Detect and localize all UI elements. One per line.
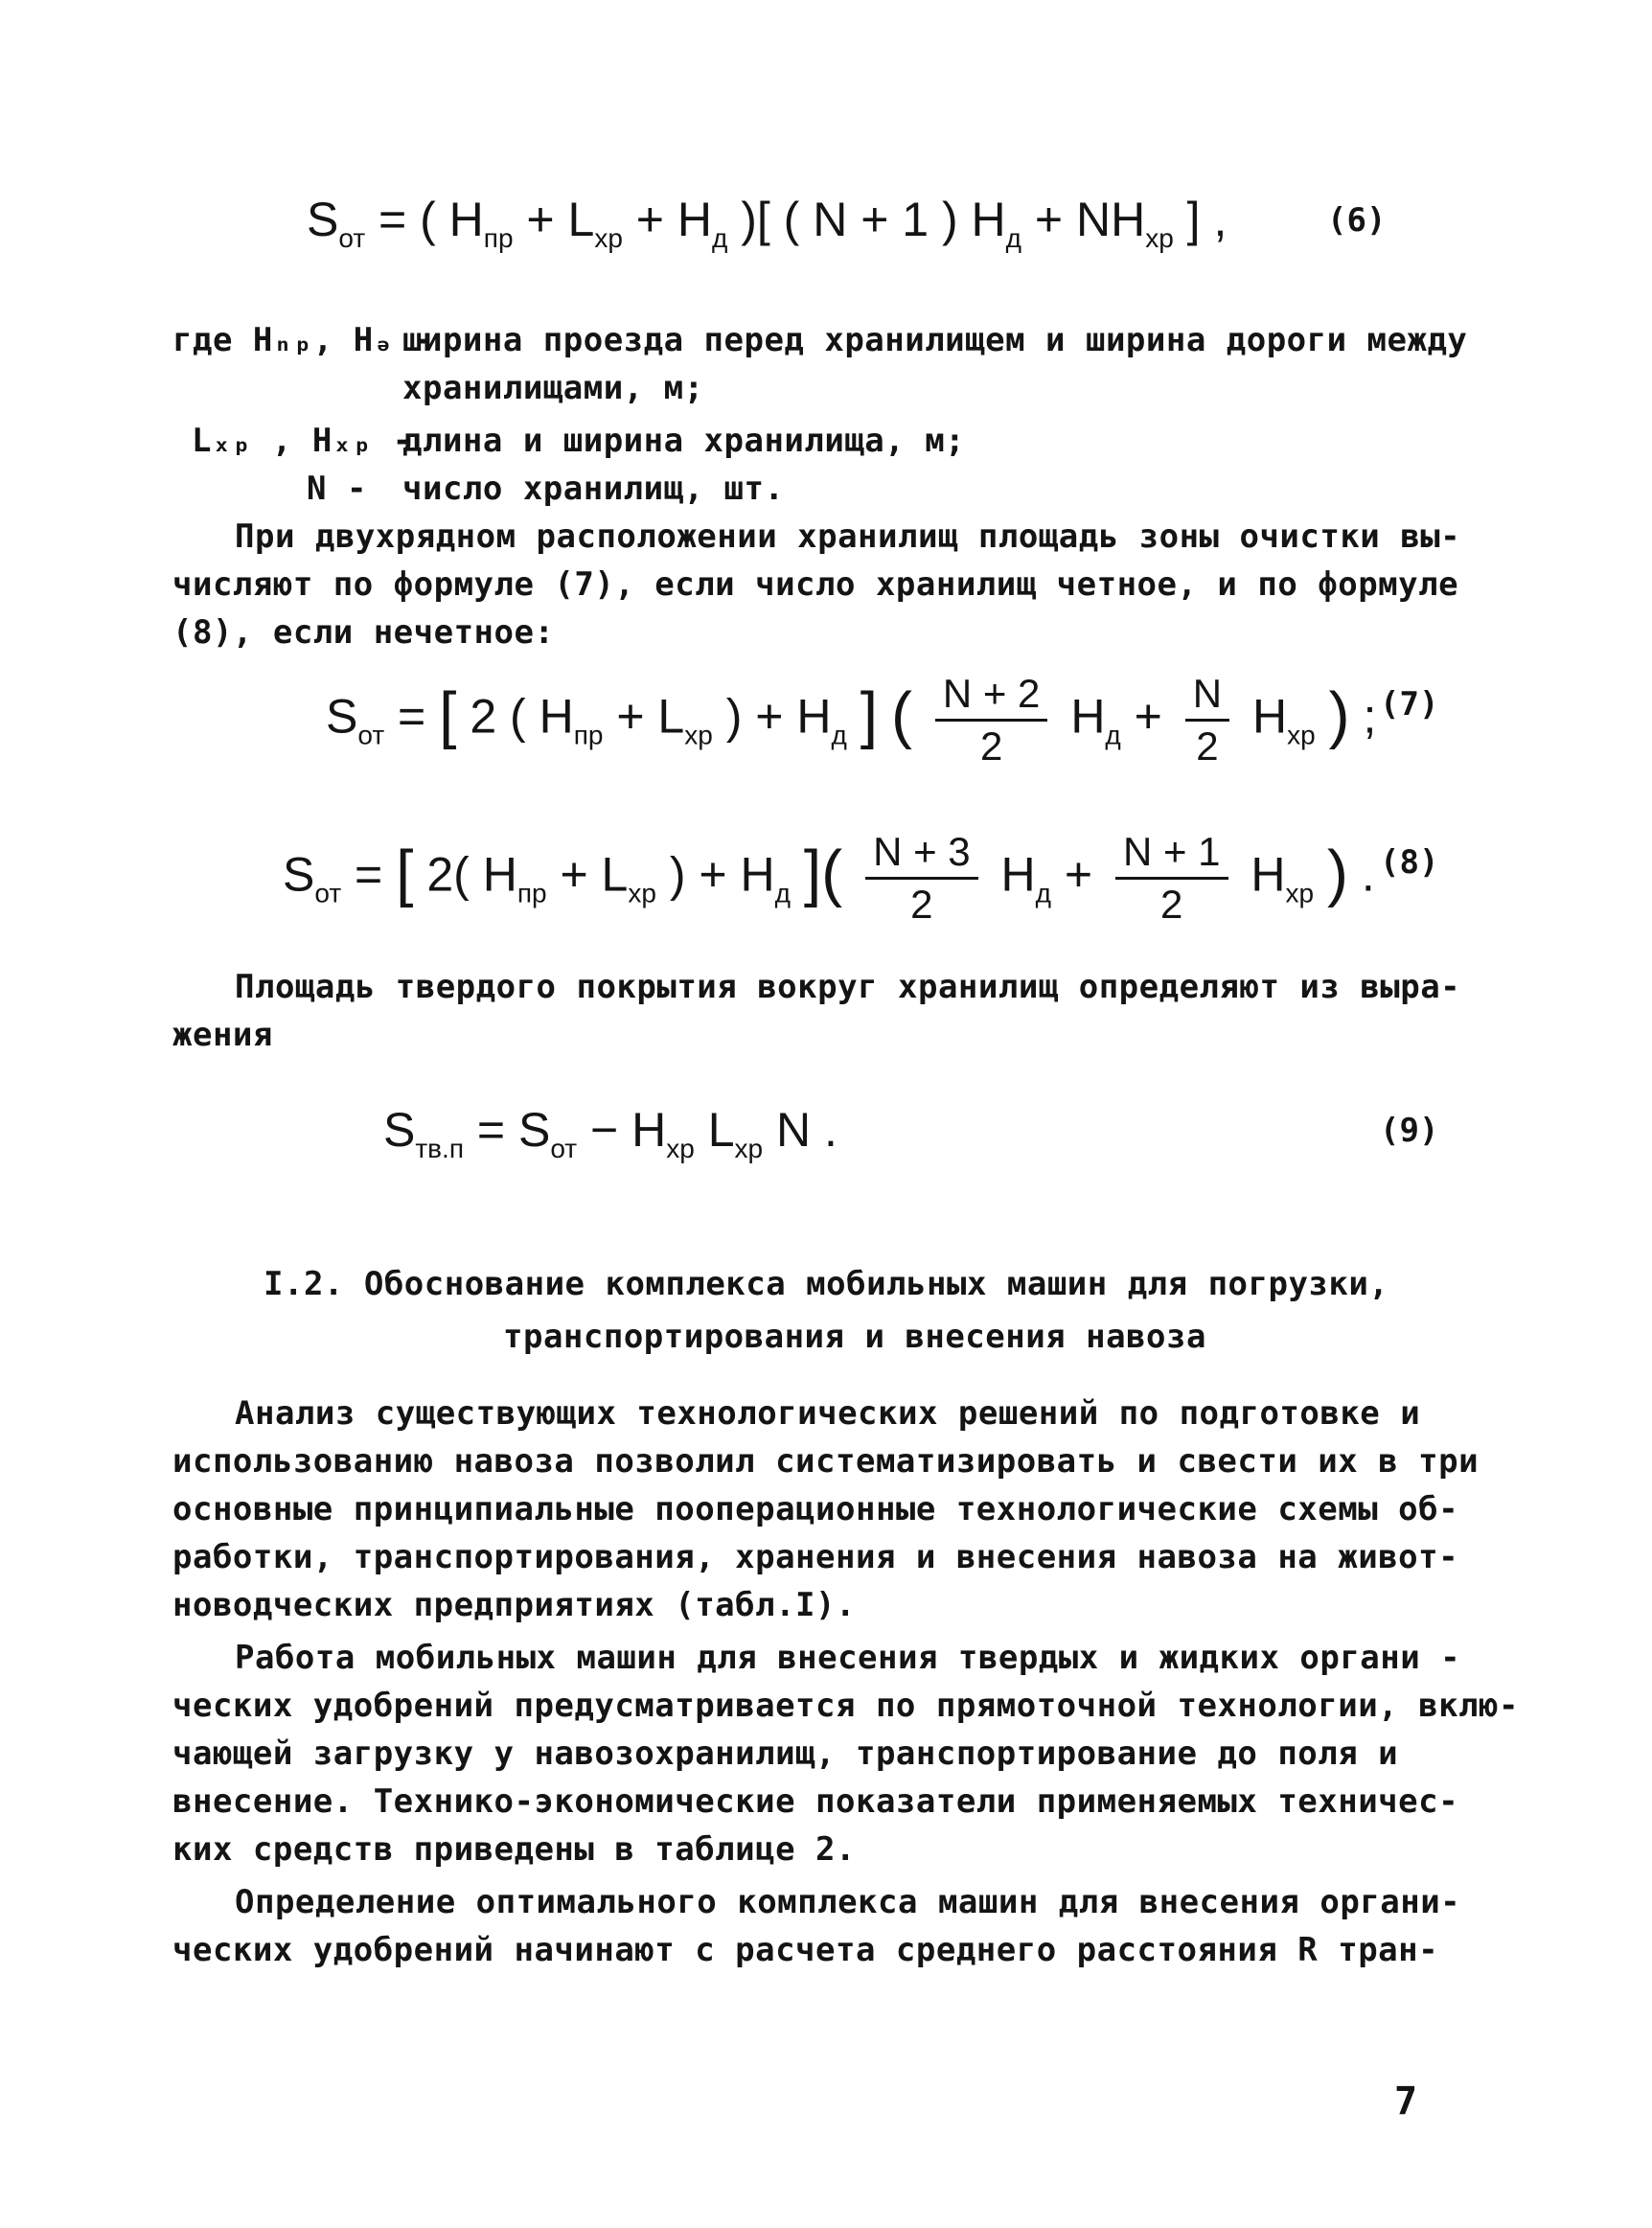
formula-9: $S_{тв.п} = S_{от} - H_{хр}$ $L_{хр}$ N . — [383, 1103, 837, 1163]
p3-line-2: использованию навоза позволил систематизировать и свести их в три — [172, 1442, 1480, 1481]
formula-6: $S_{от}$ = ( $H_{пр} + L_{хр} + H_д$ )[ ( N + 1 ) $H_д + NH_{хр}$ ] , — [307, 193, 1228, 253]
p4-line-1: Работа мобильных машин для внесения твердых и жидких органи - — [235, 1639, 1461, 1677]
p3-line-4: работки, транспортирования, хранения и внесения навоза на живот- — [172, 1538, 1459, 1576]
p4-line-4: внесение. Технико-экономические показатели применяемых техничес- — [172, 1782, 1459, 1821]
p4-line-5: ких средств приведены в таблице 2. — [172, 1830, 856, 1869]
p4-line-2: ческих удобрений предусматривается по прямоточной технологии, вклю- — [172, 1687, 1519, 1725]
p1-line-3: (8), если нечетное: — [172, 613, 555, 652]
def-1-cont: хранилищами, м; — [402, 369, 704, 407]
p2-line-2: жения — [172, 1016, 273, 1054]
formula-6-number: (6) — [1327, 201, 1387, 240]
formula-8-number: (8) — [1380, 843, 1439, 882]
def-3-symbol: N - — [307, 470, 367, 508]
section-heading-line-2: транспортирования и внесения навоза — [503, 1318, 1206, 1356]
p5-line-2: ческих удобрений начинают с расчета среднего расстояния R тран- — [172, 1931, 1439, 1969]
def-1-text: ширина проезда перед хранилищем и ширина дороги между — [402, 321, 1468, 359]
page-number: 7 — [1394, 2079, 1418, 2124]
p4-line-3: чающей загрузку у навозохранилищ, транспортирование до поля и — [172, 1734, 1399, 1773]
def-2-symbol: Lₓₚ , Hₓₚ - — [192, 422, 413, 460]
def-3-text: число хранилищ, шт. — [402, 470, 785, 508]
p3-line-1: Анализ существующих технологических решений по подготовке и — [235, 1394, 1421, 1433]
p3-line-3: основные принципиальные пооперационные технологические схемы об- — [172, 1490, 1459, 1528]
formula-9-number: (9) — [1380, 1112, 1439, 1150]
section-heading-line-1: I.2. Обоснование комплекса мобильных машин для погрузки, — [264, 1265, 1389, 1303]
def-1-symbol: где Hₙₚ, Hₔ - — [172, 321, 434, 359]
formula-8: $S_{от}$ = [ 2( $H_{пр} + L_{хр}$ ) + $H_д$ ]( $\frac{N + 3}{2}$ $H_д$ + $\frac{N + 1}{2}$ $H_{хр}$ ) . — [283, 829, 1375, 927]
formula-7-number: (7) — [1380, 685, 1439, 724]
p5-line-1: Определение оптимального комплекса машин для внесения органи- — [235, 1883, 1461, 1921]
formula-7: $S_{от}$ = [ 2 ( $H_{пр} + L_{хр}$ ) + $H_д$ ] ( $\frac{N + 2}{2}$ $H_д$ + $\frac{N}{2}$ $H_{хр}$ ) ; — [326, 671, 1377, 769]
p1-line-1: При двухрядном расположении хранилищ площадь зоны очистки вы- — [235, 517, 1461, 556]
def-2-text: длина и ширина хранилища, м; — [402, 422, 966, 460]
p3-line-5: новодческих предприятиях (табл.I). — [172, 1586, 856, 1624]
p1-line-2: числяют по формуле (7), если число хранилищ четное, и по формуле — [172, 565, 1459, 604]
p2-line-1: Площадь твердого покрытия вокруг хранилищ определяют из выра- — [235, 968, 1461, 1006]
